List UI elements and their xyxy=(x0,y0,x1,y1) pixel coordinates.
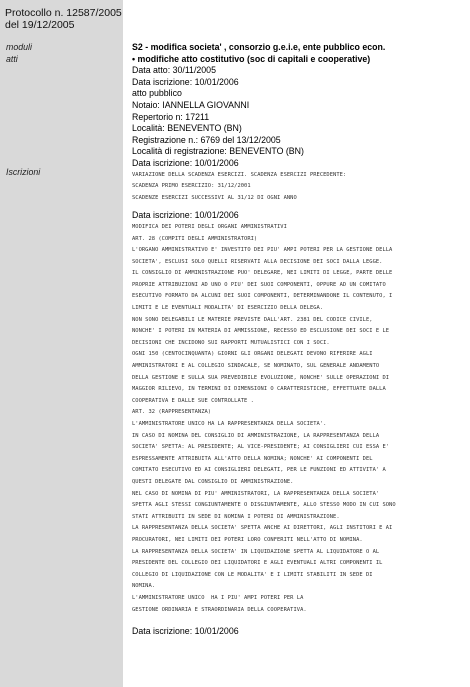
atti-localita: Località: BENEVENTO (BN) xyxy=(132,123,242,134)
iscrizione-line: OGNI 150 (CENTOCINQUANTA) GIORNI GLI ORGANI DELEGATI DEVONO RIFERIRE AGLI xyxy=(132,351,373,358)
atti-title: • modifiche atto costitutivo (soc di capitali e cooperative) xyxy=(132,53,371,64)
iscrizione-line: LIMITI E LE EVENTUALI MODALITA' DI ESERCIZIO DELLA DELEGA. xyxy=(132,305,324,312)
iscrizione-line: MODIFICA DEI POTERI DEGLI ORGANI AMMINISTRATIVI xyxy=(132,223,287,230)
moduli-value: S2 - modifica societa' , consorzio g.e.i.e, ente pubblico econ. xyxy=(132,42,386,52)
iscrizione-line: DELLA GESTIONE E SULLA SUA PREVEDIBILE EVOLUZIONE, NONCHE' SULLE OPERAZIONI DI xyxy=(132,374,390,381)
iscrizione-line: L'AMMINISTRATORE UNICO HA I PIU' AMPI POTERI PER LA xyxy=(132,594,304,601)
iscrizione-text xyxy=(132,170,464,205)
iscrizione-block xyxy=(132,626,464,638)
iscrizione-line: NON SONO DELEGABILI LE MATERIE PREVISTE DALL'ART. 2381 DEL CODICE CIVILE, xyxy=(132,316,373,323)
iscrizione-line: NEL CASO DI NOMINA DI PIU' AMMINISTRATORI, LA RAPPRESENTANZA DELLA SOCIETA' xyxy=(132,490,380,497)
iscrizione-text xyxy=(132,222,464,616)
iscrizione-line: SCADENZA PRIMO ESERCIZIO: 31/12/2001 xyxy=(132,183,251,190)
iscrizione-line: ART. 32 (RAPPRESENTANZA) xyxy=(132,409,212,416)
iscrizione-line: IL CONSIGLIO DI AMMINISTRAZIONE PUO' DELEGARE, NEI LIMITI DI LEGGE, PARTE DELLE xyxy=(132,270,393,277)
iscrizione-line: LA RAPPRESENTANZA DELLA SOCIETA' SPETTA ANCHE AI DIRETTORI, AGLI INSTITORI E AI xyxy=(132,525,393,532)
iscrizione-date: Data iscrizione: 10/01/2006 xyxy=(132,626,239,637)
iscrizione-line: ESPRESSAMENTE ATTRIBUITA ALL'ATTO DELLA NOMINA; NONCHE' AI COMPONENTI DEL xyxy=(132,455,373,462)
left-column xyxy=(0,0,123,687)
record-content xyxy=(132,42,464,638)
atti-data-iscrizione: Data iscrizione: 10/01/2006 xyxy=(132,76,239,87)
protocol-header xyxy=(5,7,123,31)
atti-registrazione: Registrazione n.: 6769 del 13/12/2005 xyxy=(132,134,281,145)
iscrizione-block xyxy=(132,158,464,204)
iscrizione-line: L'AMMINISTRATORE UNICO HA LA RAPPRESENTANZA DELLA SOCIETA'. xyxy=(132,421,327,427)
iscrizione-date: Data iscrizione: 10/01/2006 xyxy=(132,157,239,168)
atti-data-atto: Data atto: 30/11/2005 xyxy=(132,65,216,76)
iscrizione-line: PROPRIE ATTRIBUZIONI AD UNO O PIU' DEI SUOI COMPONENTI, OPPURE AD UN COMITATO xyxy=(132,281,386,288)
iscrizione-line: PRESIDENTE DEL COLLEGIO DEI LIQUIDATORI E AGLI EVENTUALI ALTRI COMPONENTI IL xyxy=(132,560,383,567)
iscrizione-line: NOMINA. xyxy=(132,583,156,590)
iscrizione-line: SCADENZE ESERCIZI SUCCESSIVI AL 31/12 DI OGNI ANNO xyxy=(132,194,297,201)
iscrizione-line: PROCURATORI, NEI LIMITI DEI POTERI LORO CONFERITI NELL'ATTO DI NOMINA. xyxy=(132,536,363,543)
iscrizione-line: COLLEGIO DI LIQUIDAZIONE CON LE MODALITA' E I LIMITI STABILITI IN SEDE DI xyxy=(132,571,373,578)
iscrizione-block xyxy=(132,210,464,616)
label-atti: atti xyxy=(6,54,18,64)
iscrizione-line: LA RAPPRESENTANZA DELLA SOCIETA' IN LIQUIDAZIONE SPETTA AL LIQUIDATORE O AL xyxy=(132,548,380,555)
iscrizione-line: ART. 28 (COMPITI DEGLI AMMINISTRATORI) xyxy=(132,235,258,242)
iscrizione-line: SPETTA AGLI STESSI CONGIUNTAMENTE O DISGIUNTAMENTE, ALLO STESSO MODO IN CUI SONO xyxy=(132,502,396,509)
iscrizione-line: STATI ATTRIBUITI IN SEDE DI NOMINA I POTERI DI AMMINISTRAZIONE. xyxy=(132,513,340,520)
atti-repertorio: Repertorio n: 17211 xyxy=(132,111,210,122)
atti-localita-registrazione: Località di registrazione: BENEVENTO (BN) xyxy=(132,146,304,157)
iscrizione-line: SOCIETA' SPETTA: AL PRESIDENTE; AL VICE-PRESIDENTE; AI CONSIGLIERI CUI ESSA E' xyxy=(132,444,390,451)
label-iscrizioni: Iscrizioni xyxy=(6,167,41,177)
iscrizione-line: ESECUTIVO FORMATO DA ALCUNI DEI SUOI COMPONENTI, DETERMINANDONE IL CONTENUTO, I xyxy=(132,293,393,300)
iscrizione-line: COMITATO ESECUTIVO ED AI CONSIGLIERI DELEGATI, PER LE FUNZIONI ED ATTIVITA' A xyxy=(132,467,386,474)
iscrizione-date: Data iscrizione: 10/01/2006 xyxy=(132,210,239,221)
iscrizione-line: AMMINISTRATORI E AL COLLEGIO SINDACALE, SE NOMINATO, SUL GENERALE ANDAMENTO xyxy=(132,363,380,370)
iscrizione-line: L'ORGANO AMMINISTRATIVO E' INVESTITO DEI PIU' AMPI POTERI PER LA GESTIONE DELLA xyxy=(132,247,393,254)
protocol-number: Protocollo n. 12587/2005 xyxy=(5,7,122,19)
iscrizione-line: IN CASO DI NOMINA DEL CONSIGLIO DI AMMINISTRAZIONE, LA RAPPRESENTANZA DELLA xyxy=(132,432,380,439)
iscrizione-line: VARIAZIONE DELLA SCADENZA ESERCIZI. SCADENZA ESERCIZI PRECEDENTE: xyxy=(132,171,347,178)
iscrizione-line: QUESTI DELEGATE DAL CONSIGLIO DI AMMINISTRAZIONE. xyxy=(132,478,294,485)
protocol-date: del 19/12/2005 xyxy=(5,19,75,31)
atti-notaio: Notaio: IANNELLA GIOVANNI xyxy=(132,99,250,110)
iscrizione-line: COOPERATIVA E DALLE SUE CONTROLLATE . xyxy=(132,397,254,404)
label-moduli: moduli xyxy=(6,42,32,52)
iscrizione-line: MAGGIOR RILIEVO, IN TERMINI DI DIMENSIONI O CARATTERISTICHE, EFFETTUATE DALLA xyxy=(132,386,386,393)
iscrizione-line: SOCIETA', ESCLUSI SOLO QUELLI RISERVATI ALLA DECISIONE DEI SOCI DALLA LEGGE. xyxy=(132,258,383,265)
iscrizione-line: GESTIONE ORDINARIA E STRAORDINARIA DELLA COOPERATIVA. xyxy=(132,606,307,613)
iscrizione-line: NONCHE' I POTERI IN MATERIA DI AMMISSIONE, RECESSO ED ESCLUSIONE DEI SOCI E LE xyxy=(132,328,390,335)
atti-tipo: atto pubblico xyxy=(132,88,182,99)
iscrizione-line: DECISIONI CHE INCIDONO SUI RAPPORTI MUTUALISTICI CON I SOCI. xyxy=(132,339,330,346)
